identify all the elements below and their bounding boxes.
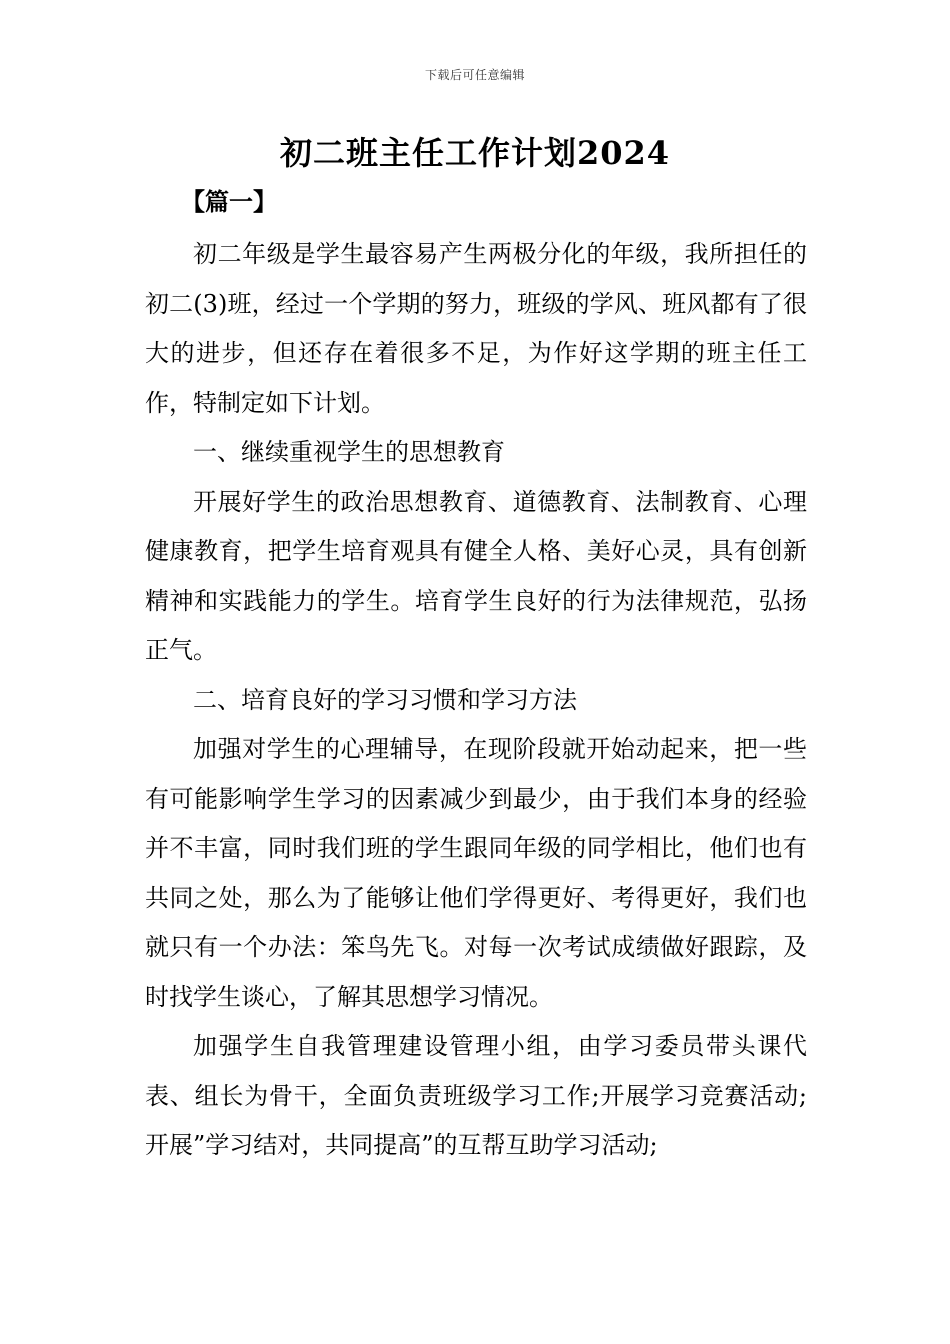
heading-section-2: 二、培育良好的学习习惯和学习方法 [193, 685, 577, 714]
paragraph-intro: 初二年级是学生最容易产生两极分化的年级，我所担任的初二(3)班，经过一个学期的努力，班级的学风、班风都有了很大的进步，但还存在着很多不足，为作好这学期的班主任工作，特制定如下计划。 [145, 240, 807, 417]
heading-section-1: 一、继续重视学生的思想教育 [193, 438, 505, 466]
header-note: 下载后可任意编辑 [424, 68, 525, 82]
paragraph-section-2a: 加强对学生的心理辅导，在现阶段就开始动起来，把一些有可能影响学生学习的因素减少到最少，由于我们本身的经验并不丰富，同时我们班的学生跟同年级的同学相比，他们也有共同之处，那么为了能够让他们学得更好、考得更好，我们也就只有一个办法：笨鸟先飞。对每一次考试成绩做好跟踪，及时找学生谈心，了解其思想学习情况。 [145, 735, 807, 1011]
section-marker: 【篇一】 [181, 187, 277, 216]
paragraph-section-1: 开展好学生的政治思想教育、道德教育、法制教育、心理健康教育，把学生培育观具有健全人格、美好心灵，具有创新精神和实践能力的学生。培育学生良好的行为法律规范，弘扬正气。 [145, 487, 807, 664]
document-title: 初二班主任工作计划2024 [279, 134, 671, 172]
document-body [145, 180, 807, 1171]
paragraph-section-2b: 加强学生自我管理建设管理小组，由学习委员带头课代表、组长为骨干，全面负责班级学习工作;开展学习竞赛活动;开展”学习结对，共同提高”的互帮互助学习活动; [145, 1032, 807, 1159]
